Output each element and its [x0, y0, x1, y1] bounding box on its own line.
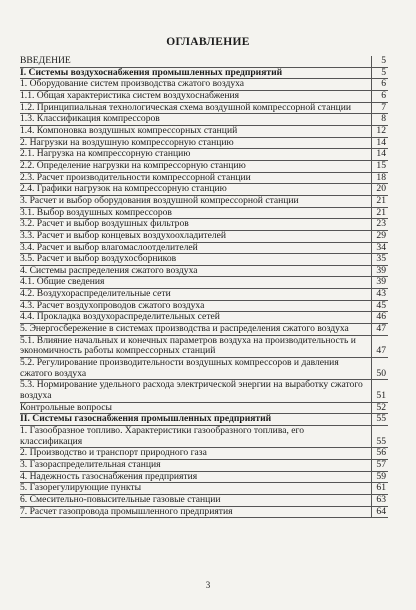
- toc-entry-title: I. Системы воздухоснабжения промышленных предприятий: [20, 66, 283, 78]
- toc-entry-title: 2. Нагрузки на воздушную компрессорную станцию: [20, 136, 234, 148]
- toc-entry-page: 39: [376, 264, 386, 276]
- toc-entry-row: [20, 358, 388, 380]
- column-divider: [371, 495, 372, 506]
- toc-entry-title: 4.1. Общие сведения: [20, 276, 105, 288]
- toc-entry-page: 52: [376, 401, 386, 413]
- toc-entry-title: 2.2. Определение нагрузки на компрессорную станцию: [20, 159, 246, 171]
- toc-entry-page: 59: [376, 470, 386, 482]
- toc-entry-row: [20, 91, 388, 103]
- toc-entry-page: 50: [376, 367, 386, 379]
- toc-entry-title: 2. Производство и транспорт природного газа: [20, 447, 207, 459]
- toc-entry-page: 8: [381, 113, 386, 125]
- column-divider: [371, 426, 372, 447]
- column-divider: [371, 243, 372, 254]
- toc-entry-page: 5: [381, 66, 386, 78]
- column-divider: [371, 114, 372, 125]
- toc-entry-title: 5.1. Влияние начальных и конечных параметров воздуха на производительность и экономичность работы компрессорных станций: [20, 334, 356, 357]
- column-divider: [371, 460, 372, 471]
- toc-entry-title: 1.2. Принципиальная технологическая схема воздушной компрессорной станции: [20, 101, 352, 113]
- column-divider: [371, 173, 372, 184]
- toc-entry-title: 3. Газораспределительная станция: [20, 458, 161, 470]
- toc-entry-page: 12: [376, 124, 386, 136]
- toc-entry-title: 3.4. Расчет и выбор влагомаслоотделителей: [20, 241, 198, 253]
- toc-entry-page: 14: [376, 136, 386, 148]
- column-divider: [371, 483, 372, 494]
- toc-entry-page: 29: [376, 229, 386, 241]
- toc-entry-title: 3.3. Расчет и выбор концевых воздухоохладителей: [20, 229, 227, 241]
- toc-entry-page: 15: [376, 159, 386, 171]
- toc-entry-title: 3.1. Выбор воздушных компрессоров: [20, 206, 172, 218]
- toc-entry-title: II. Системы газоснабжения промышленных предприятий: [20, 413, 272, 425]
- toc-entry-title: 4.2. Воздухораспределительные сети: [20, 288, 171, 300]
- column-divider: [371, 380, 372, 401]
- toc-entry-page: 6: [381, 78, 386, 90]
- column-divider: [371, 289, 372, 300]
- toc-entry-page: 39: [376, 276, 386, 288]
- column-divider: [371, 312, 372, 323]
- toc-entry-page: 6: [381, 89, 386, 101]
- column-divider: [371, 266, 372, 277]
- column-divider: [371, 56, 372, 67]
- toc-entry-page: 46: [376, 311, 386, 323]
- toc-entry-page: 7: [381, 101, 386, 113]
- column-divider: [371, 184, 372, 195]
- column-divider: [371, 358, 372, 379]
- toc-entry-title: 4.4. Прокладка воздухораспределительных сетей: [20, 311, 220, 323]
- toc-entry-title: 2.3. Расчет производительности компрессорной станции: [20, 171, 251, 183]
- column-divider: [371, 68, 372, 79]
- toc-entry-row: [20, 56, 388, 68]
- toc-entry-page: 47: [376, 323, 386, 335]
- column-divider: [371, 149, 372, 160]
- toc-entry-page: 51: [376, 390, 386, 402]
- column-divider: [371, 231, 372, 242]
- toc-entry-title: 5. Энергосбережение в системах производства и распределения сжатого воздуха: [20, 323, 349, 335]
- toc-entry-title: 3.2. Расчет и выбор воздушных фильтров: [20, 218, 189, 230]
- toc-entry-row: [20, 161, 388, 173]
- column-divider: [371, 126, 372, 137]
- toc-entry-title: Контрольные вопросы: [20, 401, 112, 413]
- toc-entry-title: 6. Смесительно-повысительные газовые станции: [20, 493, 221, 505]
- column-divider: [371, 336, 372, 357]
- column-divider: [371, 138, 372, 149]
- toc-entry-page: 55: [376, 435, 386, 447]
- toc-entry-page: 14: [376, 148, 386, 160]
- toc-entry-row: [20, 460, 388, 472]
- toc-entry-page: 57: [376, 458, 386, 470]
- toc-entry-row: [20, 324, 388, 336]
- toc-entry-row: [20, 380, 388, 402]
- toc-entry-row: [20, 507, 388, 519]
- toc-entry-title: 1.1. Общая характеристика систем воздухоснабжения: [20, 89, 240, 101]
- toc-entry-page: 23: [376, 218, 386, 230]
- column-divider: [371, 91, 372, 102]
- toc-entry-page: 35: [376, 253, 386, 265]
- table-of-contents: [20, 56, 388, 518]
- toc-entry-row: [20, 495, 388, 507]
- page-title: ОГЛАВЛЕНИЕ: [166, 36, 250, 48]
- column-divider: [371, 277, 372, 288]
- toc-entry-title: 4.3. Расчет воздухопроводов сжатого воздуха: [20, 299, 205, 311]
- toc-entry-row: [20, 336, 388, 358]
- toc-entry-title: 3. Расчет и выбор оборудования воздушной компрессорной станции: [20, 194, 299, 206]
- toc-entry-page: 21: [376, 194, 386, 206]
- toc-entry-page: 61: [376, 482, 386, 494]
- toc-entry-row: [20, 196, 388, 208]
- toc-entry-row: [20, 231, 388, 243]
- toc-entry-title: 2.4. Графики нагрузок на компрессорную станцию: [20, 183, 227, 195]
- toc-entry-title: ВВЕДЕНИЕ: [20, 55, 71, 66]
- column-divider: [371, 507, 372, 518]
- column-divider: [371, 196, 372, 207]
- column-divider: [371, 448, 372, 459]
- toc-entry-title: 4. Системы распределения сжатого воздуха: [20, 264, 198, 276]
- toc-entry-title: 1. Газообразное топливо. Характеристики газообразного топлива, его классификация: [20, 425, 305, 447]
- toc-entry-title: 7. Расчет газопровода промышленного предприятия: [20, 505, 233, 517]
- column-divider: [371, 414, 372, 425]
- column-divider: [371, 161, 372, 172]
- column-divider: [371, 301, 372, 312]
- toc-entry-title: 1.3. Классификация компрессоров: [20, 113, 160, 125]
- toc-entry-page: 18: [376, 171, 386, 183]
- column-divider: [371, 254, 372, 265]
- page-number: 3: [205, 580, 211, 590]
- column-divider: [371, 208, 372, 219]
- toc-entry-page: 47: [376, 345, 386, 357]
- toc-entry-page: 34: [376, 241, 386, 253]
- toc-entry-page: 45: [376, 299, 386, 311]
- column-divider: [371, 472, 372, 483]
- toc-entry-page: 43: [376, 288, 386, 300]
- toc-entry-page: 55: [376, 413, 386, 425]
- column-divider: [371, 103, 372, 114]
- toc-entry-page: 56: [376, 447, 386, 459]
- toc-entry-title: 3.5. Расчет и выбор воздухосборников: [20, 253, 177, 265]
- toc-entry-title: 5. Газорегулирующие пункты: [20, 482, 142, 494]
- column-divider: [371, 79, 372, 90]
- toc-entry-title: 5.2. Регулирование производительности воздушных компрессоров и давления сжатого воздуха: [20, 357, 339, 379]
- toc-entry-row: [20, 126, 388, 138]
- toc-entry-title: 1.4. Компоновка воздушных компрессорных станций: [20, 124, 238, 136]
- toc-entry-page: 64: [376, 505, 386, 517]
- column-divider: [371, 324, 372, 335]
- toc-entry-title: 4. Надежность газоснабжения предприятия: [20, 470, 198, 482]
- toc-entry-page: 20: [376, 183, 386, 195]
- column-divider: [371, 219, 372, 230]
- toc-entry-page: 5: [381, 55, 386, 66]
- toc-entry-page: 21: [376, 206, 386, 218]
- toc-entry-title: 5.3. Нормирование удельного расхода электрической энергии на выработку сжатого воздуха: [20, 379, 363, 402]
- column-divider: [371, 403, 372, 414]
- toc-entry-title: 2.1. Нагрузка на компрессорную станцию: [20, 148, 191, 160]
- toc-entry-row: [20, 426, 388, 448]
- toc-entry-page: 63: [376, 493, 386, 505]
- toc-entry-title: 1. Оборудование систем производства сжатого воздуха: [20, 78, 245, 90]
